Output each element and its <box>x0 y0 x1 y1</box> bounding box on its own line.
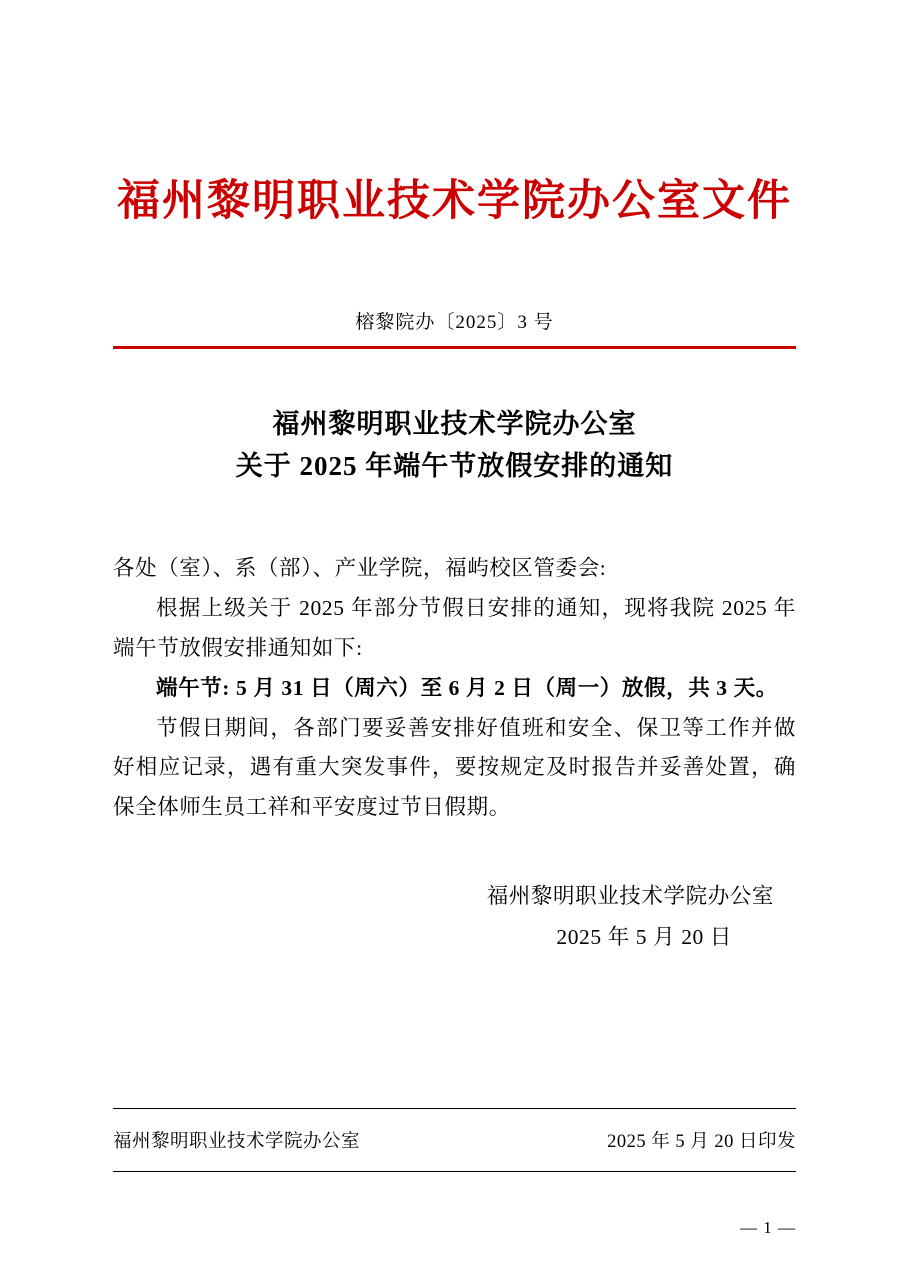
page-number: — 1 — <box>740 1218 796 1237</box>
document-masthead-title: 福州黎明职业技术学院办公室文件 <box>117 178 792 225</box>
footer-issue-date: 2025 年 5 月 20 日印发 <box>607 1132 796 1152</box>
signature-block <box>113 876 796 958</box>
signature-organization: 福州黎明职业技术学院办公室 <box>486 883 774 908</box>
page-title-line-2: 关于 2025 年端午节放假安排的通知 <box>235 450 674 481</box>
document-body <box>113 0 796 957</box>
body-paragraph-1: 根据上级关于 2025 年部分节假日安排的通知，现将我院 2025 年端午节放假安排通知如下: <box>113 596 796 660</box>
body-paragraph-2-holiday-dates: 端午节: 5 月 31 日（周六）至 6 月 2 日（周一）放假，共 3 天。 <box>156 675 778 700</box>
salutation-text: 各处（室）、系（部）、产业学院，福屿校区管委会: <box>113 556 607 581</box>
document-footer <box>113 1108 796 1172</box>
document-number: 榕黎院办〔2025〕3 号 <box>355 311 554 333</box>
document-content <box>113 549 796 827</box>
page-title-line-1: 福州黎明职业技术学院办公室 <box>272 408 637 439</box>
signature-date: 2025 年 5 月 20 日 <box>556 924 732 949</box>
body-paragraph-3: 节假日期间，各部门要妥善安排好值班和安全、保卫等工作并做好相应记录，遇有重大突发事件，要按规定及时报告并妥善处置，确保全体师生员工祥和平安度过节日假期。 <box>113 715 796 820</box>
footer-bottom-rule <box>113 1171 796 1172</box>
page-title <box>113 404 796 488</box>
footer-issuing-office: 福州黎明职业技术学院办公室 <box>113 1132 361 1152</box>
footer-row <box>113 1109 796 1153</box>
red-divider-rule <box>113 346 796 349</box>
